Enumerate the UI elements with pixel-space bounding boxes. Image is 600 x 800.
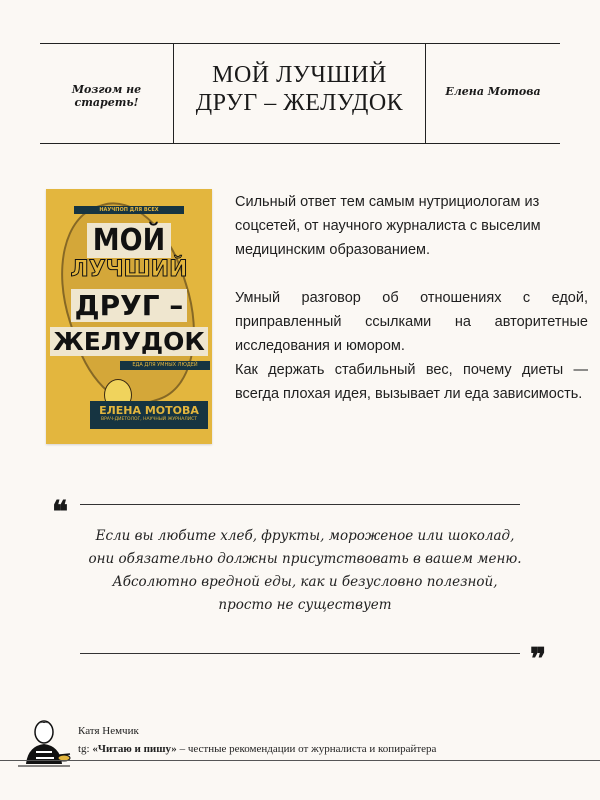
book-title [174,61,425,117]
book-description [235,190,588,406]
quote-open-mark: ❝ [52,496,69,529]
header-bottom-rule [40,143,560,144]
header-top-rule [40,43,560,44]
footer-tagline: – честные рекомендации от журналиста и копирайтера [176,743,437,755]
quote-top-rule [80,504,520,505]
quote-bottom-rule [80,653,520,654]
quote-line-2: они обязательно должны присутствовать в вашем меню. [88,551,522,567]
quote-line-3: Абсолютно вредной еды, как и безусловно полезной, [112,574,498,590]
book-title-line1: МОЙ ЛУЧШИЙ [212,62,387,88]
footer-tg-prefix: tg: [78,743,93,755]
cover-title-line4: ЖЕЛУДОК [46,327,212,356]
quote-line-4: просто не существует [218,597,392,613]
book-quote [70,525,540,617]
book-author: Елена Мотова [445,85,541,98]
quote-line-1: Если вы любите хлеб, фрукты, мороженое или шоколад, [95,528,515,544]
footer-channel-link[interactable]: «Читаю и пишу» [92,743,177,755]
cover-series-band: НАУЧПОП ДЛЯ ВСЕХ [74,206,184,214]
description-paragraph-1: Сильный ответ тем самым нутрициологам из соцсетей, от научного журналиста с выселим медицинским образованием. [235,194,541,258]
cover-subtitle: ЕДА ДЛЯ УМНЫХ ЛЮДЕЙ [120,361,210,370]
footer-author-name: Катя Немчик [78,725,139,737]
cover-title-line2: ЛУЧШИЙ [70,257,188,282]
cover-author-role: ВРАЧ-ДИЕТОЛОГ, НАУЧНЫЙ ЖУРНАЛИСТ [101,417,197,422]
quote-close-mark: ❞ [530,643,547,676]
cover-title-line3: ДРУГ – [46,289,212,322]
cover-author-block [90,401,208,429]
cover-author-name: ЕЛЕНА МОТОВА [99,404,199,417]
description-paragraph-2: Умный разговор об отношениях с едой, приправленный ссылками на авторитетные исследования и юмором. [235,290,588,354]
book-title-line2: ДРУГ – ЖЕЛУДОК [195,90,404,116]
description-paragraph-3: Как держать стабильный вес, почему диеты — всегда плохая идея, вызывает ли еда зависимость. [235,362,588,402]
header [40,43,560,143]
footer-telegram-line [78,743,436,755]
footer-rule [0,760,600,761]
series-label: Мозгом не стареть! [71,83,142,109]
cover-title-line1: МОЙ [46,223,212,258]
book-cover-image [46,189,212,444]
author-avatar-illustration [14,712,74,772]
